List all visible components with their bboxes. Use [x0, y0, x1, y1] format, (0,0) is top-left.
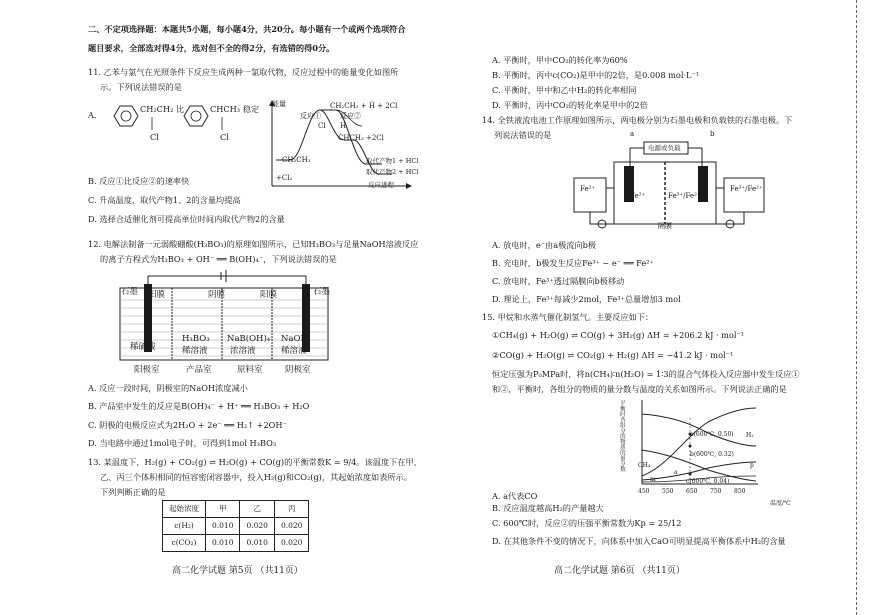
q14-option-d: D. 理论上，Fe³⁺每减少2mol，Fe³⁺总量增加3 mol [492, 294, 681, 304]
q11-option-a-end: CHCH₃ 稳定 [210, 104, 260, 114]
left-page-footer: 高二化学试题 第5页 （共11页） [172, 566, 303, 576]
chart-label-h2: H₂ [746, 432, 754, 439]
section-title: 二、不定项选择题：本题共5小题，每小题4分，共20分。每小题有一个或两个选项符合 [88, 24, 406, 34]
chart-x-axis-label: 温度/℃ [770, 500, 791, 507]
chart-label-p: p [750, 462, 754, 469]
electrode-right-label: 石墨 [313, 287, 331, 297]
right-tank-label: Fe³⁺/Fe²⁺ [730, 185, 763, 193]
table-header-row [163, 501, 309, 518]
q15-option-c: C. 600℃时，反应②的压强平衡常数为Kp = 25/12 [492, 518, 682, 528]
q13-stem-2: 乙、丙三个体积相同的恒容密闭容器中，投入H₂(g)和CO₂(g)，其起始浓度如表所示。 [100, 472, 412, 482]
table-row [163, 518, 309, 535]
q12-option-c: C. 阴极的电极反应式为2H₂O + 2e⁻ ══ H₂↑ +2OH⁻ [88, 420, 287, 430]
reaction-2-label: 反应② [340, 112, 361, 120]
q11-option-b: B. 反应①比反应②的速率快 [88, 176, 190, 186]
solution-3a: NaB(OH)₄ [227, 334, 271, 344]
left-species: CH₂CH₃ [282, 156, 311, 164]
table-header-cell: 丙 [274, 501, 308, 518]
mid-left-label: Fe²⁺ [630, 192, 646, 200]
table-header-cell: 甲 [206, 501, 240, 518]
chart-label-m: m [650, 476, 656, 483]
table-cell: 0.020 [274, 535, 308, 552]
q11-option-a-label: A. [88, 110, 97, 120]
solution-4b: 稀溶液 [281, 346, 307, 356]
room-feed: 原料室 [237, 365, 263, 375]
electrode-a-label: a [630, 130, 635, 138]
mid-species: ĊHCH₃ +2Cl [338, 134, 384, 142]
electrolysis-cell-diagram [118, 270, 336, 378]
solution-4a: NaOH [281, 334, 308, 344]
q12-stem: 12. 电解法制备一元弱酸硼酸(H₃BO₃)的原理如图所示，已知H₃BO₃与足量NaOH溶液反应 [88, 239, 419, 249]
product-1: 取代产物1 + HCl [366, 157, 419, 165]
cl-label-a: Cl [318, 122, 326, 130]
q14-option-c: C. 放电时，Fe³⁺透过隔膜向b极移动 [492, 276, 625, 286]
chart-label-c: c(600℃, 0.04) [686, 478, 730, 485]
reaction-1-label: 反应① [300, 112, 321, 120]
product-2: 取代产物2 + HCl [366, 168, 419, 176]
q11-option-a-cl2: Cl [220, 132, 229, 142]
membrane-2-label: 阴膜 [208, 290, 226, 300]
q13-option-a: A. 平衡时，甲中CO₂的转化率为60% [492, 55, 628, 65]
table-cell: 0.020 [240, 518, 274, 535]
chart-label-ch4: CH₄ [638, 462, 651, 469]
q13-option-c: C. 平衡时，甲中和乙中H₂的转化率相同 [492, 85, 637, 95]
q12-option-b: B. 产品室中发生的反应是B(OH)₄⁻ + H⁺ ══ H₃BO₃ + H₂O [88, 401, 310, 411]
membrane-3-label: 阳膜 [260, 290, 278, 300]
membrane-1-label: 阳膜 [148, 290, 166, 300]
table-cell: c(CO₂) [163, 535, 206, 552]
table-row [163, 535, 309, 552]
q15-stem-3: 恒定压强为P₀MPa时，将n(CH₄)∶n(H₂O) = 1∶3的混合气体投入反应器中发生反应① [492, 369, 800, 379]
q12-option-d: D. 当电路中通过1mol电子时，可得到1mol H₃BO₃ [88, 438, 277, 448]
cl-label-b: H [340, 122, 347, 130]
q11-option-c: C. 升高温度，取代产物1、2的含量均提高 [88, 195, 241, 205]
q15-reaction-1: ①CH₄(g) + H₂O(g) ⇌ CO(g) + 3H₂(g) ΔH = +206.2 kJ · mol⁻¹ [492, 330, 745, 340]
q15-stem-4: 和②，平衡时，各组分的物质的量分数与温度的关系如图所示。下列说法正确的是 [492, 384, 787, 394]
q13-stem: 13. 某温度下，H₂(g) + CO₂(g) ⇌ H₂O(g) + CO(g)的平衡常数K = 9/4。该温度下在甲、 [88, 457, 422, 467]
q15-option-a: A. a代表CO [492, 491, 538, 501]
q14-stem-2: 列说法错误的是 [494, 130, 552, 140]
solution-2b: 稀溶液 [182, 346, 208, 356]
q15-option-b: B. 反应温度越高H₂的产量越大 [492, 503, 604, 513]
solution-1: 稀硫酸 [130, 342, 156, 352]
q14-option-b: B. 充电时，b极发生反应Fe³⁺ − e⁻ ══ Fe²⁺ [492, 258, 654, 268]
table-cell: 0.010 [206, 518, 240, 535]
q12-option-a: A. 反应一段时间，阴极室的NaOH浓度减小 [88, 383, 248, 393]
right-page-footer: 高二化学试题 第6页 （共11页） [554, 566, 685, 576]
q14-stem: 14. 全铁液流电池工作原理如图所示，两电极分别为石墨电极和负载铁的石墨电极。下 [482, 115, 793, 125]
section-title-2: 题目要求，全部选对得4分，选对但不全的得2分，有选错的得0分。 [88, 43, 335, 53]
plus-cl2: +Cl₂ [276, 174, 293, 182]
membrane-label: 隔膜 [658, 222, 672, 230]
q13-option-d: D. 平衡时，丙中CO₂的转化率是甲中的2倍 [492, 100, 648, 110]
electrode-b-label: b [710, 130, 715, 138]
table-cell: 0.010 [240, 535, 274, 552]
q13-option-b: B. 平衡时，丙中c(CO₂)是甲中的2倍，是0.008 mol·L⁻¹ [492, 70, 700, 80]
room-anode: 阳极室 [134, 365, 160, 375]
q11-stem: 11. 乙苯与氯气在光照条件下反应生成两种一氯取代物，反应过程中的能量变化如图所 [88, 67, 399, 77]
chart-label-a: a(600℃, 0.50) [690, 431, 734, 438]
energy-axis-label: 能量 [272, 100, 286, 108]
table-cell: 0.020 [274, 518, 308, 535]
q11-stem-2: 示。下列说法错误的是 [100, 82, 182, 92]
chart-label-a2: a [674, 469, 678, 476]
table-header-cell: 乙 [240, 501, 274, 518]
chart-y-axis-label: 平衡时各组分的物质的量分数 [618, 400, 625, 472]
q15-reaction-2: ②CO(g) + H₂O(g) ⇌ CO₂(g) + H₂(g) ΔH = −41.2 kJ · mol⁻¹ [492, 350, 734, 360]
chart-x-tick: 450 [638, 488, 650, 495]
room-cathode: 阴极室 [285, 365, 311, 375]
top-species: CH₂CH₂ + Ḣ + 2Cl [330, 102, 398, 110]
q14-option-a: A. 放电时，e⁻由a极流向b极 [492, 240, 597, 250]
q11-option-a-cl1: Cl [150, 132, 159, 142]
solution-2a: H₃BO₃ [182, 334, 210, 344]
q13-stem-3: 下列判断正确的是 [100, 487, 166, 497]
q11-option-a-mid: CH₂CH₂ 比 [140, 104, 185, 114]
q12-stem-2: 的离子方程式为H₃BO₃ + OH⁻ ══ B(OH)₄⁻，下列说法错误的是 [100, 254, 337, 264]
concentration-table [162, 500, 309, 552]
q11-option-d: D. 选择合适催化剂可提高单位时间内取代产物2的含量 [88, 214, 285, 224]
binding-line [856, 0, 865, 615]
chart-x-tick: 750 [710, 488, 722, 495]
table-cell: c(H₂) [163, 518, 206, 535]
chart-x-tick: 850 [734, 488, 746, 495]
reaction-progress-label: 反应进程 [368, 181, 394, 189]
solution-3b: 浓溶液 [230, 346, 256, 356]
mid-right-label: Fe³⁺/Fe²⁺ [668, 192, 701, 200]
right-page [478, 0, 870, 615]
table-cell: 0.010 [206, 535, 240, 552]
chart-x-tick: 550 [662, 488, 674, 495]
load-label: 电源或负载 [648, 144, 681, 152]
left-tank-label: Fe²⁺ [580, 185, 596, 193]
electrode-left-label: 石墨 [121, 287, 139, 297]
q15-option-d: D. 在其他条件不变的情况下，向体系中加入CaO可明显提高平衡体系中H₂的含量 [492, 536, 786, 546]
table-header-cell: 起始浓度 [163, 501, 206, 518]
q15-stem: 15. 甲烷和水蒸气催化制氢气。主要反应如下： [482, 312, 654, 322]
chart-label-b: b(600℃, 0.32) [690, 451, 734, 458]
room-product: 产品室 [186, 365, 212, 375]
chart-x-tick: 650 [686, 488, 698, 495]
